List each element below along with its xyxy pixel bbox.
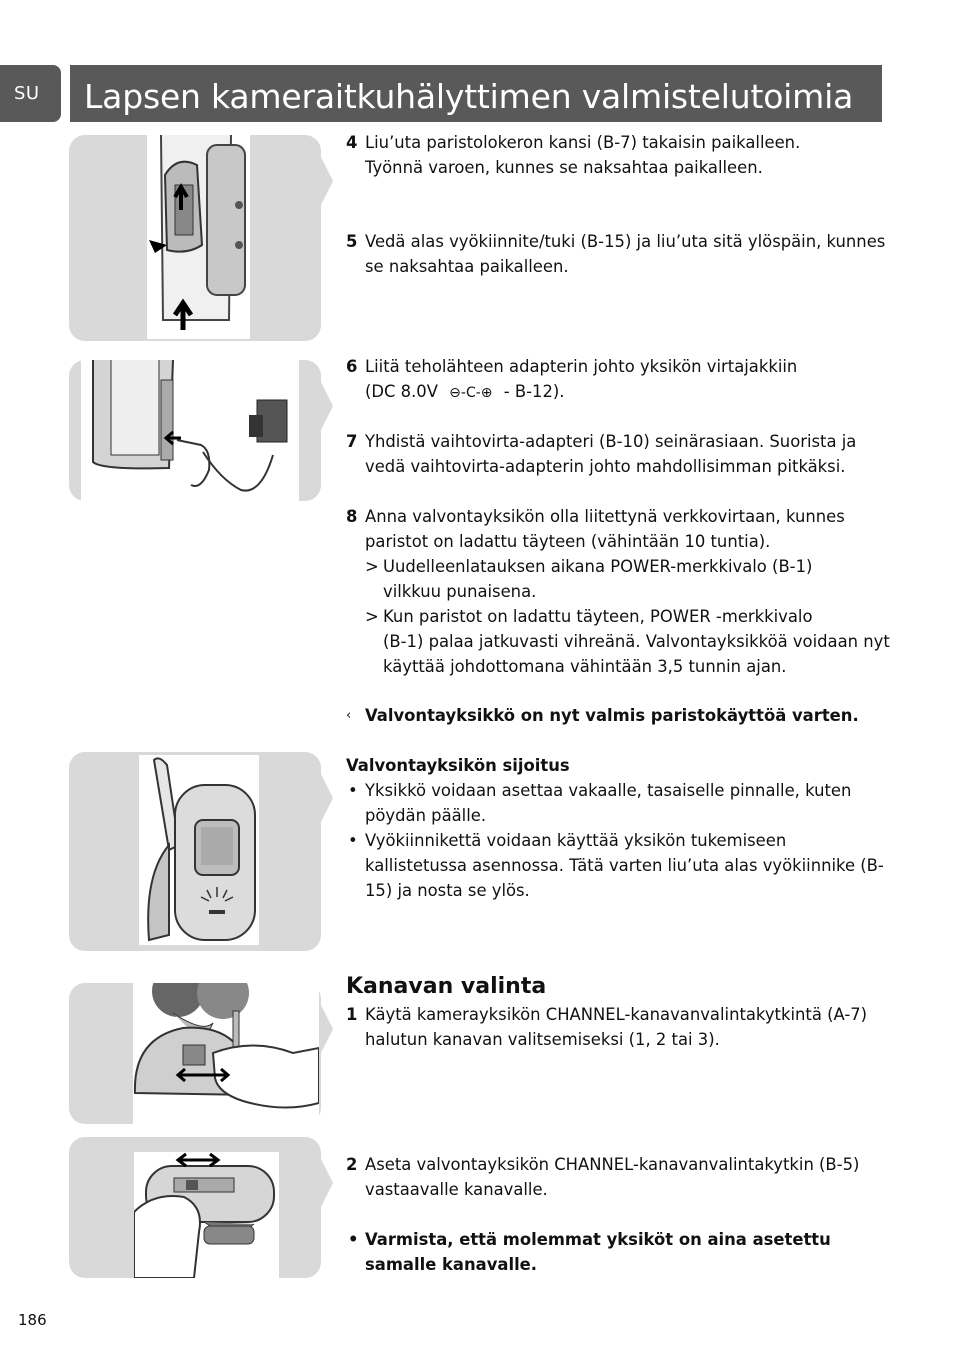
note-text: samalle kanavalle.: [365, 1255, 538, 1274]
list-text: Yksikkö voidaan asettaa vakaalle, tasaiselle pinnalle, kuten: [365, 781, 852, 800]
result-text: Uudelleenlatauksen aikana POWER-merkkivalo (B-1): [383, 557, 813, 576]
result-marker: >: [365, 607, 379, 626]
step-text: vastaavalle kanavalle.: [365, 1180, 548, 1199]
step-text: (DC 8.0V: [365, 382, 438, 401]
step-text: - B-12).: [503, 382, 565, 401]
step-7: [346, 429, 886, 479]
ready-note: [346, 703, 886, 728]
step-text: Anna valvontayksikön olla liitettynä verkkovirtaan, kunnes: [365, 507, 845, 526]
section-heading: Valvontayksikön sijoitus: [346, 756, 570, 775]
language-tab: SU: [0, 65, 61, 122]
note-text: Valvontayksikkö on nyt valmis paristokäyttöä varten.: [365, 706, 859, 725]
result-marker: >: [365, 557, 379, 576]
step-number: 5: [346, 232, 358, 251]
step-number: 4: [346, 133, 358, 152]
illustration-monitor-channel-switch: [69, 1137, 321, 1278]
illustration-battery-cover: [69, 135, 321, 341]
step-number: 2: [346, 1155, 358, 1174]
polarity-symbol: ⊖-C-⊕: [449, 385, 493, 401]
step-6: [346, 354, 886, 406]
bullet-marker: •: [348, 831, 358, 850]
list-text: kallistetussa asennossa. Tätä varten liu’uta alas vyökiinnike (B-: [365, 856, 884, 875]
illustration-monitor-unit: [69, 752, 321, 951]
step-text: vedä vaihtovirta-adapterin johto mahdollisimman pitkäksi.: [365, 457, 846, 476]
step-text: Liitä teholähteen adapterin johto yksikön virtajakkiin: [365, 357, 798, 376]
list-text: Vyökiinnikettä voidaan käyttää yksikön tukemiseen: [365, 831, 787, 850]
placement-section: [346, 753, 886, 903]
channel-section: [346, 973, 886, 1052]
bullet-marker: •: [348, 1230, 359, 1249]
bullet-marker: •: [348, 781, 358, 800]
result-text: vilkkuu punaisena.: [383, 582, 537, 601]
step-text: Käytä kamerayksikön CHANNEL-kanavanvalintakytkintä (A-7): [365, 1005, 868, 1024]
list-item: [346, 828, 886, 903]
step-number: 1: [346, 1005, 358, 1024]
list-text: 15) ja nosta se ylös.: [365, 881, 530, 900]
step-text: se naksahtaa paikalleen.: [365, 257, 569, 276]
list-item: [346, 1227, 886, 1277]
page-number: 186: [18, 1311, 47, 1329]
step-number: 7: [346, 432, 358, 451]
step-number: 6: [346, 357, 358, 376]
list-item: [346, 778, 886, 828]
note-marker: ‹: [346, 708, 352, 723]
page-title: Lapsen kameraitkuhälyttimen valmistelutoimia: [70, 65, 882, 122]
step-text: Liu’uta paristolokeron kansi (B-7) takaisin paikalleen.: [365, 133, 801, 152]
illustration-camera-channel-switch: [69, 983, 321, 1124]
step-text: Vedä alas vyökiinnite/tuki (B-15) ja liu’uta sitä ylöspäin, kunnes: [365, 232, 886, 251]
step-text: Työnnä varoen, kunnes se naksahtaa paikalleen.: [365, 158, 763, 177]
step-text: paristot on ladattu täyteen (vähintään 10 tuntia).: [365, 532, 771, 551]
channel-step-2: [346, 1152, 886, 1202]
result-text: Kun paristot on ladattu täyteen, POWER -merkkivalo: [383, 607, 813, 626]
step-text: halutun kanavan valitsemiseksi (1, 2 tai 3).: [365, 1030, 720, 1049]
result-item: [346, 604, 890, 679]
step-8: [346, 504, 890, 679]
list-text: pöydän päälle.: [365, 806, 487, 825]
step-5: [346, 229, 886, 279]
result-item: [346, 554, 886, 604]
step-number: 8: [346, 507, 358, 526]
result-text: käyttää johdottomana vähintään 3,5 tunnin ajan.: [383, 657, 787, 676]
step-4: [346, 130, 886, 180]
channel-note: [346, 1227, 886, 1277]
illustration-power-adapter: [69, 360, 321, 501]
result-text: (B-1) palaa jatkuvasti vihreänä. Valvontayksikköä voidaan nyt: [383, 632, 890, 651]
step-text: Yhdistä vaihtovirta-adapteri (B-10) seinärasiaan. Suorista ja: [365, 432, 857, 451]
section-heading: Kanavan valinta: [346, 974, 547, 999]
note-text: Varmista, että molemmat yksiköt on aina asetettu: [365, 1230, 831, 1249]
step-text: Aseta valvontayksikön CHANNEL-kanavanvalintakytkin (B-5): [365, 1155, 860, 1174]
